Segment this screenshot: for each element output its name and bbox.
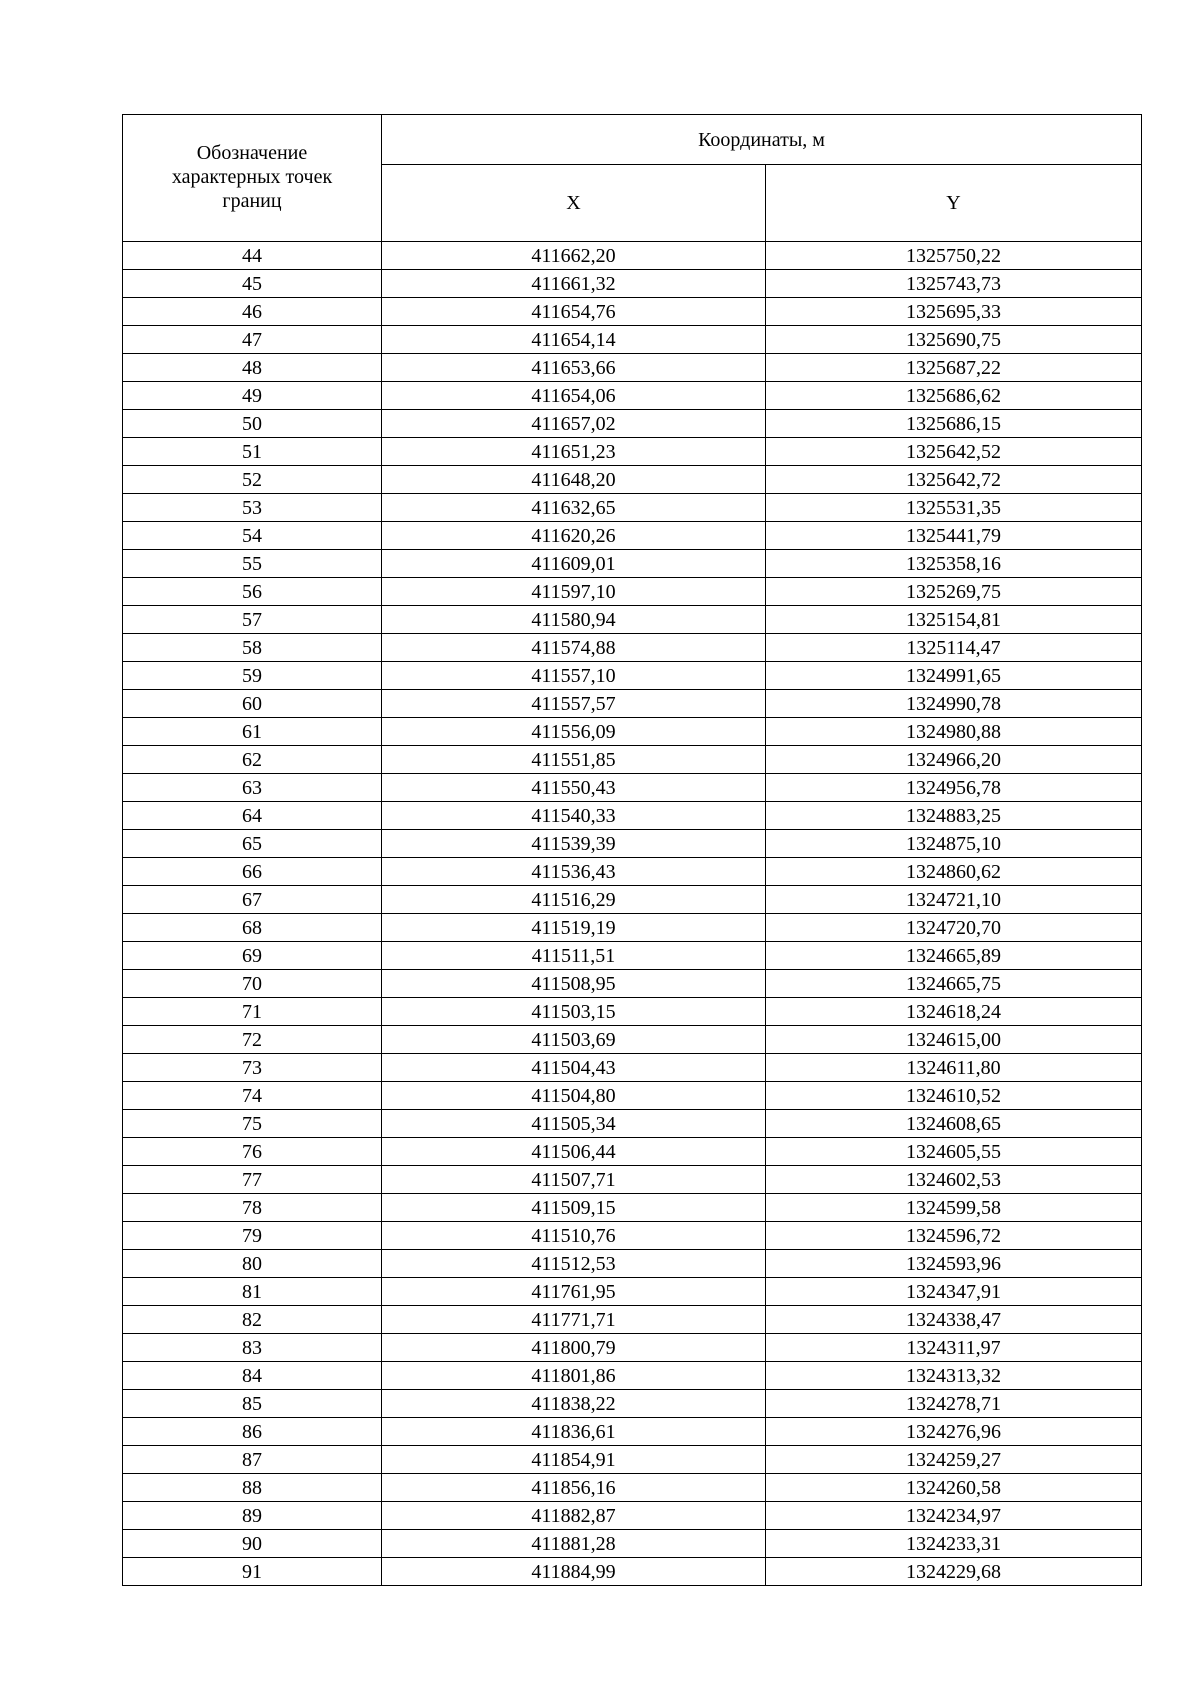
y-cell: 1324956,78 — [766, 774, 1142, 802]
x-cell: 411556,09 — [382, 718, 766, 746]
point-cell: 84 — [123, 1362, 382, 1390]
header-row-top — [123, 115, 1142, 165]
x-cell: 411800,79 — [382, 1334, 766, 1362]
table-row — [123, 1334, 1142, 1362]
table-row — [123, 1558, 1142, 1586]
point-cell: 88 — [123, 1474, 382, 1502]
table-row — [123, 494, 1142, 522]
coordinates-header: Координаты, м — [382, 115, 1142, 165]
point-label-header — [123, 115, 382, 242]
table-row — [123, 382, 1142, 410]
x-cell: 411507,71 — [382, 1166, 766, 1194]
point-cell: 59 — [123, 662, 382, 690]
y-cell: 1324610,52 — [766, 1082, 1142, 1110]
x-cell: 411574,88 — [382, 634, 766, 662]
y-cell: 1324611,80 — [766, 1054, 1142, 1082]
point-cell: 52 — [123, 466, 382, 494]
table-row — [123, 858, 1142, 886]
point-cell: 46 — [123, 298, 382, 326]
x-header: X — [382, 165, 766, 242]
table-row — [123, 606, 1142, 634]
y-cell: 1324338,47 — [766, 1306, 1142, 1334]
y-cell: 1324311,97 — [766, 1334, 1142, 1362]
table-row — [123, 326, 1142, 354]
x-cell: 411657,02 — [382, 410, 766, 438]
x-cell: 411662,20 — [382, 242, 766, 270]
table-row — [123, 998, 1142, 1026]
y-cell: 1324593,96 — [766, 1250, 1142, 1278]
x-cell: 411503,15 — [382, 998, 766, 1026]
table-row — [123, 1138, 1142, 1166]
table-row — [123, 1054, 1142, 1082]
x-cell: 411505,34 — [382, 1110, 766, 1138]
y-cell: 1324665,75 — [766, 970, 1142, 998]
x-cell: 411503,69 — [382, 1026, 766, 1054]
y-cell: 1324260,58 — [766, 1474, 1142, 1502]
point-cell: 73 — [123, 1054, 382, 1082]
x-cell: 411620,26 — [382, 522, 766, 550]
x-cell: 411654,76 — [382, 298, 766, 326]
y-cell: 1324234,97 — [766, 1502, 1142, 1530]
x-cell: 411661,32 — [382, 270, 766, 298]
x-cell: 411648,20 — [382, 466, 766, 494]
table-row — [123, 438, 1142, 466]
point-cell: 56 — [123, 578, 382, 606]
point-cell: 81 — [123, 1278, 382, 1306]
table-row — [123, 1278, 1142, 1306]
table-header — [123, 115, 1142, 242]
point-cell: 69 — [123, 942, 382, 970]
x-cell: 411509,15 — [382, 1194, 766, 1222]
x-cell: 411771,71 — [382, 1306, 766, 1334]
point-cell: 68 — [123, 914, 382, 942]
x-cell: 411856,16 — [382, 1474, 766, 1502]
point-label-line-3: границ — [222, 190, 282, 212]
table-row — [123, 298, 1142, 326]
y-cell: 1324720,70 — [766, 914, 1142, 942]
point-cell: 76 — [123, 1138, 382, 1166]
point-cell: 83 — [123, 1334, 382, 1362]
y-cell: 1325531,35 — [766, 494, 1142, 522]
point-cell: 64 — [123, 802, 382, 830]
point-cell: 75 — [123, 1110, 382, 1138]
y-cell: 1325695,33 — [766, 298, 1142, 326]
y-cell: 1325686,62 — [766, 382, 1142, 410]
table-row — [123, 1362, 1142, 1390]
x-cell: 411506,44 — [382, 1138, 766, 1166]
x-cell: 411580,94 — [382, 606, 766, 634]
y-cell: 1324618,24 — [766, 998, 1142, 1026]
table-row — [123, 1110, 1142, 1138]
table-row — [123, 1418, 1142, 1446]
table-row — [123, 774, 1142, 802]
y-cell: 1324602,53 — [766, 1166, 1142, 1194]
point-cell: 82 — [123, 1306, 382, 1334]
y-header: Y — [766, 165, 1142, 242]
point-cell: 57 — [123, 606, 382, 634]
point-cell: 65 — [123, 830, 382, 858]
table-row — [123, 802, 1142, 830]
point-cell: 71 — [123, 998, 382, 1026]
table-row — [123, 718, 1142, 746]
y-cell: 1325686,15 — [766, 410, 1142, 438]
table-row — [123, 1194, 1142, 1222]
x-cell: 411884,99 — [382, 1558, 766, 1586]
x-cell: 411551,85 — [382, 746, 766, 774]
x-cell: 411836,61 — [382, 1418, 766, 1446]
x-cell: 411512,53 — [382, 1250, 766, 1278]
table-row — [123, 410, 1142, 438]
table-row — [123, 1446, 1142, 1474]
y-cell: 1324599,58 — [766, 1194, 1142, 1222]
table-row — [123, 578, 1142, 606]
x-cell: 411654,14 — [382, 326, 766, 354]
point-cell: 45 — [123, 270, 382, 298]
point-label-line-1: Обозначение — [196, 142, 308, 164]
x-cell: 411651,23 — [382, 438, 766, 466]
y-cell: 1325642,52 — [766, 438, 1142, 466]
table-row — [123, 1082, 1142, 1110]
point-cell: 51 — [123, 438, 382, 466]
table-row — [123, 270, 1142, 298]
table-row — [123, 886, 1142, 914]
y-cell: 1324990,78 — [766, 690, 1142, 718]
point-cell: 77 — [123, 1166, 382, 1194]
table-row — [123, 1222, 1142, 1250]
point-cell: 86 — [123, 1418, 382, 1446]
y-cell: 1325269,75 — [766, 578, 1142, 606]
x-cell: 411801,86 — [382, 1362, 766, 1390]
y-cell: 1324991,65 — [766, 662, 1142, 690]
y-cell: 1325358,16 — [766, 550, 1142, 578]
table-row — [123, 1390, 1142, 1418]
point-cell: 72 — [123, 1026, 382, 1054]
point-cell: 54 — [123, 522, 382, 550]
x-cell: 411882,87 — [382, 1502, 766, 1530]
x-cell: 411511,51 — [382, 942, 766, 970]
table-row — [123, 242, 1142, 270]
x-cell: 411508,95 — [382, 970, 766, 998]
point-cell: 50 — [123, 410, 382, 438]
x-cell: 411609,01 — [382, 550, 766, 578]
table-row — [123, 1026, 1142, 1054]
x-cell: 411632,65 — [382, 494, 766, 522]
point-cell: 91 — [123, 1558, 382, 1586]
point-cell: 49 — [123, 382, 382, 410]
table-row — [123, 914, 1142, 942]
point-cell: 80 — [123, 1250, 382, 1278]
x-cell: 411539,39 — [382, 830, 766, 858]
x-cell: 411504,80 — [382, 1082, 766, 1110]
y-cell: 1325441,79 — [766, 522, 1142, 550]
point-cell: 44 — [123, 242, 382, 270]
y-cell: 1325154,81 — [766, 606, 1142, 634]
y-cell: 1324721,10 — [766, 886, 1142, 914]
x-cell: 411519,19 — [382, 914, 766, 942]
point-label-line-2: характерных точек — [171, 166, 333, 188]
y-cell: 1324233,31 — [766, 1530, 1142, 1558]
y-cell: 1324259,27 — [766, 1446, 1142, 1474]
table-row — [123, 550, 1142, 578]
table-row — [123, 466, 1142, 494]
y-cell: 1325750,22 — [766, 242, 1142, 270]
y-cell: 1324347,91 — [766, 1278, 1142, 1306]
x-cell: 411761,95 — [382, 1278, 766, 1306]
y-cell: 1324605,55 — [766, 1138, 1142, 1166]
table-row — [123, 1306, 1142, 1334]
y-cell: 1325690,75 — [766, 326, 1142, 354]
point-cell: 55 — [123, 550, 382, 578]
point-cell: 79 — [123, 1222, 382, 1250]
table-row — [123, 1166, 1142, 1194]
y-cell: 1324278,71 — [766, 1390, 1142, 1418]
y-cell: 1324229,68 — [766, 1558, 1142, 1586]
table-row — [123, 830, 1142, 858]
y-cell: 1324883,25 — [766, 802, 1142, 830]
x-cell: 411516,29 — [382, 886, 766, 914]
table-row — [123, 690, 1142, 718]
point-cell: 61 — [123, 718, 382, 746]
x-cell: 411536,43 — [382, 858, 766, 886]
y-cell: 1324966,20 — [766, 746, 1142, 774]
table-row — [123, 970, 1142, 998]
y-cell: 1325642,72 — [766, 466, 1142, 494]
table-row — [123, 662, 1142, 690]
y-cell: 1324615,00 — [766, 1026, 1142, 1054]
x-cell: 411654,06 — [382, 382, 766, 410]
table-body — [123, 242, 1142, 1586]
y-cell: 1325687,22 — [766, 354, 1142, 382]
y-cell: 1324860,62 — [766, 858, 1142, 886]
point-cell: 89 — [123, 1502, 382, 1530]
y-cell: 1324875,10 — [766, 830, 1142, 858]
y-cell: 1324980,88 — [766, 718, 1142, 746]
y-cell: 1324608,65 — [766, 1110, 1142, 1138]
table-row — [123, 1250, 1142, 1278]
y-cell: 1324276,96 — [766, 1418, 1142, 1446]
y-cell: 1325743,73 — [766, 270, 1142, 298]
point-cell: 85 — [123, 1390, 382, 1418]
x-cell: 411510,76 — [382, 1222, 766, 1250]
x-cell: 411550,43 — [382, 774, 766, 802]
x-cell: 411504,43 — [382, 1054, 766, 1082]
x-cell: 411854,91 — [382, 1446, 766, 1474]
point-cell: 67 — [123, 886, 382, 914]
x-cell: 411557,57 — [382, 690, 766, 718]
point-cell: 70 — [123, 970, 382, 998]
point-cell: 74 — [123, 1082, 382, 1110]
table-row — [123, 634, 1142, 662]
table-row — [123, 354, 1142, 382]
coordinates-table — [122, 114, 1142, 1586]
point-cell: 66 — [123, 858, 382, 886]
x-cell: 411653,66 — [382, 354, 766, 382]
x-cell: 411540,33 — [382, 802, 766, 830]
table-row — [123, 942, 1142, 970]
table-row — [123, 1530, 1142, 1558]
x-cell: 411557,10 — [382, 662, 766, 690]
point-cell: 53 — [123, 494, 382, 522]
table-row — [123, 746, 1142, 774]
point-cell: 78 — [123, 1194, 382, 1222]
y-cell: 1324596,72 — [766, 1222, 1142, 1250]
y-cell: 1325114,47 — [766, 634, 1142, 662]
table-row — [123, 1502, 1142, 1530]
point-cell: 60 — [123, 690, 382, 718]
y-cell: 1324313,32 — [766, 1362, 1142, 1390]
y-cell: 1324665,89 — [766, 942, 1142, 970]
point-cell: 62 — [123, 746, 382, 774]
point-cell: 47 — [123, 326, 382, 354]
x-cell: 411838,22 — [382, 1390, 766, 1418]
point-cell: 90 — [123, 1530, 382, 1558]
point-cell: 87 — [123, 1446, 382, 1474]
table-row — [123, 1474, 1142, 1502]
point-cell: 58 — [123, 634, 382, 662]
x-cell: 411881,28 — [382, 1530, 766, 1558]
point-cell: 48 — [123, 354, 382, 382]
x-cell: 411597,10 — [382, 578, 766, 606]
table-row — [123, 522, 1142, 550]
point-cell: 63 — [123, 774, 382, 802]
